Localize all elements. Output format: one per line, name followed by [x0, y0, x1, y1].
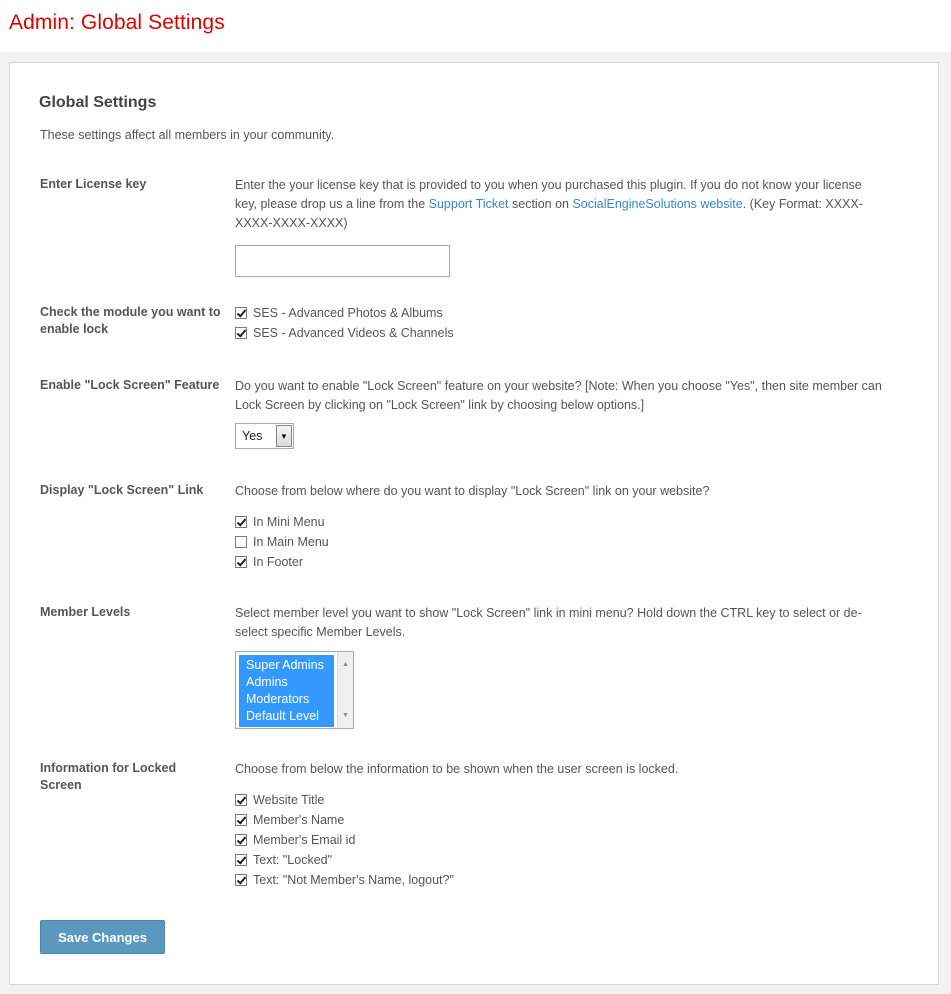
checkbox-label: SES - Advanced Videos & Channels — [253, 325, 454, 340]
display-option-footer[interactable] — [235, 552, 885, 572]
checkbox[interactable] — [235, 307, 247, 319]
member-levels-select[interactable] — [235, 651, 354, 729]
checkbox[interactable] — [235, 536, 247, 548]
member-levels-list — [239, 655, 334, 727]
locked-info-label: Information for Locked Screen — [40, 761, 177, 792]
display-link-options — [235, 512, 885, 572]
save-changes-button[interactable]: Save Changes — [40, 920, 165, 954]
license-desc-2: section on — [508, 197, 573, 211]
page-header — [0, 0, 951, 52]
scrollbar[interactable] — [337, 652, 353, 728]
settings-panel — [9, 62, 939, 985]
checkbox[interactable] — [235, 794, 247, 806]
member-level-option[interactable]: Moderators — [246, 692, 310, 706]
checkbox-label: In Main Menu — [253, 534, 329, 549]
display-link-label: Display "Lock Screen" Link — [40, 483, 204, 497]
checkbox[interactable] — [235, 854, 247, 866]
checkbox-label: SES - Advanced Photos & Albums — [253, 305, 443, 320]
locked-option-text-logout[interactable] — [235, 870, 885, 890]
member-level-option[interactable]: Admins — [246, 675, 288, 689]
scroll-up-icon[interactable]: ▲ — [342, 661, 349, 668]
member-levels-body — [235, 604, 885, 729]
locked-info-options — [235, 790, 885, 890]
member-levels-desc: Select member level you want to show "Lock Screen" link in mini menu? Hold down the CTRL key to select or de-select specific Member Levels. — [235, 606, 862, 639]
checkbox-label: Website Title — [253, 792, 325, 807]
display-link-body — [235, 482, 885, 572]
display-option-mini-menu[interactable] — [235, 512, 885, 532]
checkbox[interactable] — [235, 814, 247, 826]
display-link-desc: Choose from below where do you want to display "Lock Screen" link on your website? — [235, 484, 710, 498]
lock-screen-body — [235, 377, 885, 449]
lock-screen-select[interactable] — [235, 423, 294, 449]
support-ticket-link[interactable]: Support Ticket — [428, 197, 509, 211]
member-level-option[interactable]: Default Level — [246, 709, 319, 723]
license-desc-3: . (Key Format: XXXX-XXXX-XXXX-XXXX) — [235, 197, 863, 230]
checkbox[interactable] — [235, 516, 247, 528]
license-desc-1: Enter the your license key that is provided to you when you purchased this plugin. If you do not know your license key, please drop us a line from the — [235, 178, 862, 211]
page-title: Admin: Global Settings — [9, 11, 225, 34]
checkbox-label: Text: "Locked" — [253, 852, 333, 867]
checkbox-label: In Mini Menu — [253, 514, 325, 529]
chevron-down-icon[interactable]: ▼ — [276, 425, 292, 447]
member-levels-label: Member Levels — [40, 605, 131, 619]
display-option-main-menu[interactable] — [235, 532, 885, 552]
modules-label: Check the module you want to enable lock — [40, 305, 221, 336]
form-description: These settings affect all members in your community. — [40, 128, 335, 142]
locked-option-member-name[interactable] — [235, 810, 885, 830]
checkbox-label: In Footer — [253, 554, 304, 569]
checkbox[interactable] — [235, 327, 247, 339]
license-label: Enter License key — [40, 177, 147, 191]
module-option-videos[interactable] — [235, 323, 885, 343]
lock-screen-desc: Do you want to enable "Lock Screen" feature on your website? [Note: When you choose "Yes", then site member can Lock Screen by clicking on "Lock Screen" link by choosing below options.] — [235, 379, 882, 412]
modules-options — [235, 303, 885, 343]
checkbox-label: Member's Name — [253, 812, 345, 827]
scroll-down-icon[interactable]: ▼ — [342, 712, 349, 719]
module-option-photos[interactable] — [235, 303, 885, 323]
checkbox[interactable] — [235, 874, 247, 886]
checkbox[interactable] — [235, 556, 247, 568]
locked-option-member-email[interactable] — [235, 830, 885, 850]
select-value: Yes — [242, 428, 263, 443]
license-body — [235, 176, 885, 277]
locked-info-desc: Choose from below the information to be shown when the user screen is locked. — [235, 762, 679, 776]
lock-screen-label: Enable "Lock Screen" Feature — [40, 378, 220, 392]
checkbox-label: Text: "Not Member's Name, logout?" — [253, 872, 454, 887]
locked-option-website-title[interactable] — [235, 790, 885, 810]
checkbox[interactable] — [235, 834, 247, 846]
license-key-input[interactable] — [235, 245, 450, 277]
member-level-option[interactable]: Super Admins — [246, 658, 324, 672]
locked-option-text-locked[interactable] — [235, 850, 885, 870]
form-title: Global Settings — [39, 94, 157, 111]
socialenginesolutions-link[interactable]: SocialEngineSolutions website — [572, 197, 743, 211]
locked-info-body — [235, 760, 885, 890]
checkbox-label: Member's Email id — [253, 832, 356, 847]
